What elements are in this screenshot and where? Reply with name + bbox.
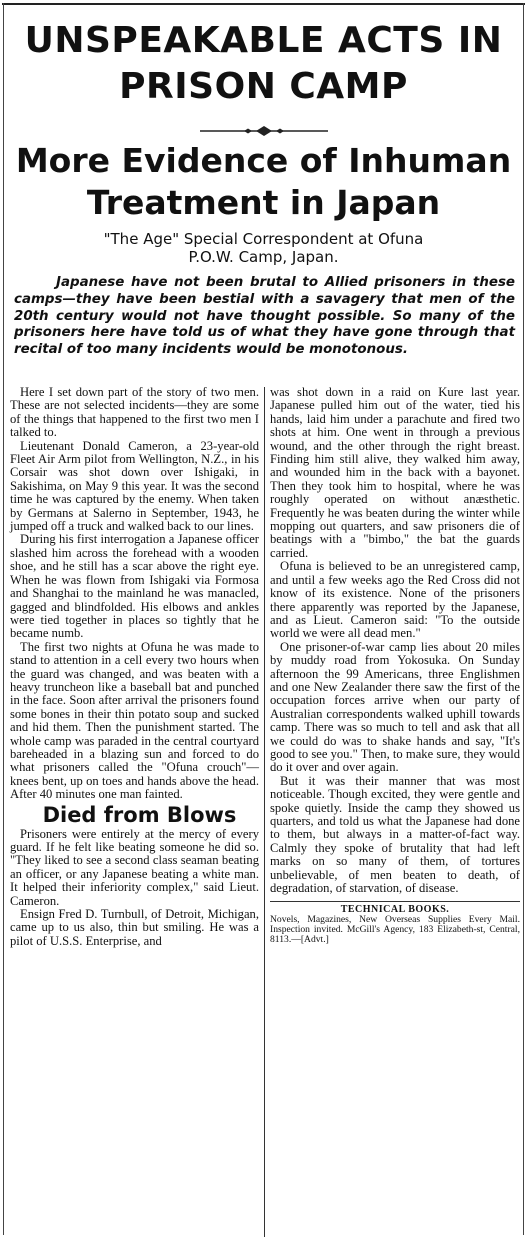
advert-rule bbox=[270, 901, 520, 902]
column-divider bbox=[264, 387, 265, 1237]
top-border-rule bbox=[2, 3, 525, 5]
article-paragraph: Here I set down part of the story of two men. These are not selected incidents—they are some of the things that happened to the first two men I talked to. bbox=[10, 385, 259, 440]
right-column bbox=[270, 386, 520, 945]
article-paragraph: was shot down in a raid on Kure last year. Japanese pulled him out of the water, tied his hands, laid him under a parachute and fired two shots at him. One went in through a previous wound, and the other through the right breast. Finding him still alive, they walked him away, and wounded him in the back with a bayonet. Then they took him to hospital, where he was roughly operated on without anæsthetic. Frequently he was beaten during the winter while mopping out quarters, and saw prisoners die of beatings with a "bimbo," the bat the guards carried. bbox=[270, 385, 520, 560]
main-headline: UNSPEAKABLE ACTS IN PRISON CAMP bbox=[24, 20, 503, 107]
byline: "The Age" Special Correspondent at Ofuna P.O.W. Camp, Japan. bbox=[103, 230, 424, 266]
ornament-divider bbox=[200, 126, 328, 136]
article-paragraph: Prisoners were entirely at the mercy of every guard. If he felt like beating someone he did so. "They liked to see a second class seaman beating an officer, or any Japanese beating a white man. It helped their inferiority complex," said Lieut. Cameron. bbox=[10, 826, 259, 908]
classified-advert bbox=[270, 905, 520, 945]
article-paragraph: Lieutenant Donald Cameron, a 23-year-old Fleet Air Arm pilot from Wellington, N.Z., in his Corsair was shot down over Ishigaki, in Sakishima, on May 9 this year. It was the second time he was captured by the enemy. When taken by Germans at Salerno in September, 1943, he jumped off a truck and walked back to our lines. bbox=[10, 438, 259, 534]
advert-body: Novels, Magazines, New Overseas Supplies Every Mail. Inspection invited. McGill's Agency, 183 Elizabeth-st, Central, 8113.—[Advt.] bbox=[270, 914, 520, 946]
article-paragraph: But it was their manner that was most noticeable. Though excited, they were gentle and spoke quietly. Inside the camp they showed us quarters, and told us what the Japanese had done to them, but always in a matter-of-fact way. Calmly they spoke of brutality that had left marks on so many of them, of tortures unbelievable, of men beaten to death, of degradation, of starvation, of disease. bbox=[270, 773, 520, 896]
section-heading: Died from Blows bbox=[42, 802, 237, 827]
sub-headline: More Evidence of Inhuman Treatment in Japan bbox=[15, 141, 512, 222]
left-column bbox=[10, 386, 259, 948]
article-paragraph: During his first interrogation a Japanese officer slashed him across the forehead with a wooden shoe, and he still has a scar above the right eye. When he was flown from Ishigaki via Formosa and Shanghai to the mainland he was manacled, gagged and blindfolded. His elbows and ankles were tied together in places so tightly that he became numb. bbox=[10, 532, 259, 641]
article-paragraph: One prisoner-of-war camp lies about 20 miles by muddy road from Yokosuka. On Sunday afternoon the 99 Americans, three Englishmen and one New Zealander there saw the first of the occupation forces arrive when our party of Australian correspondents walked uphill towards camp. There was so much to tell and ask that all we could do was to shake hands and say, "It's good to see you." Then, to make sure, they would do it over and over again. bbox=[270, 639, 520, 775]
article-paragraph: Ensign Fred D. Turnbull, of Detroit, Michigan, came up to us also, thin but smiling. He was a pilot of U.S.S. Enterprise, and bbox=[10, 907, 259, 948]
advert-title: TECHNICAL BOOKS. bbox=[340, 904, 450, 916]
article-paragraph: The first two nights at Ofuna he was made to stand to attention in a cell every two hours when the guard was changed, and was beaten with a heavy truncheon like a baseball bat and punched in the face. Soon after arrival the prisoners found some bones in their thin potato soup and sucked and hid them. Then the punishment started. The whole camp was paraded in the central courtyard bareheaded in a blazing sun and forced to do what prisoners called the "Ofuna crouch"—knees bent, up on toes and hands above the head. After 40 minutes one man fainted. bbox=[10, 639, 259, 802]
intro-paragraph: Japanese have not been brutal to Allied prisoners in these camps—they have been bestial with a savagery that men of the 20th century would not have thought possible. So many of the prisoners here have told us of what they have gone through that recital of too many incidents would be monotonous. bbox=[14, 275, 515, 358]
article-paragraph: Ofuna is believed to be an unregistered camp, and until a few weeks ago the Red Cross did not know of its existence. None of the prisoners there apparently was reported by the Japanese, and as Lieut. Cameron said: "To the outside world we were all dead men." bbox=[270, 559, 520, 641]
